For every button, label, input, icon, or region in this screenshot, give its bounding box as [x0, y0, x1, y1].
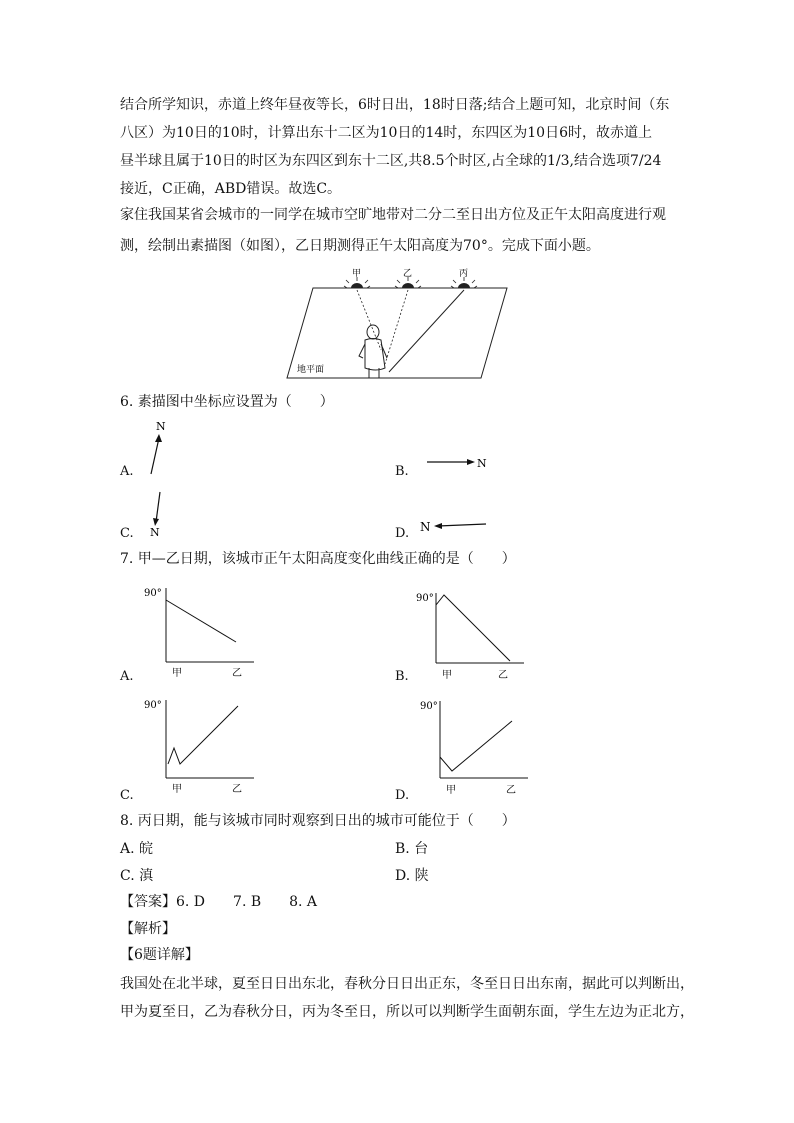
observer-figure-icon	[359, 325, 387, 378]
question-8-stem: 8. 丙日期，能与该城市同时观察到日出的城市可能位于（ ）	[120, 813, 516, 829]
explanation-line: 结合所学知识，赤道上终年昼夜等长，6时日出，18时日落;结合上题可知，北京时间（东	[120, 97, 670, 113]
north-label: N	[420, 520, 431, 534]
graph-option-a	[140, 580, 260, 680]
option-c-north-arrow	[144, 488, 174, 540]
option-d-north-arrow	[420, 515, 490, 537]
x-label-yi: 乙	[232, 784, 242, 795]
y-axis-label: 90°	[144, 588, 162, 599]
graph-option-b	[414, 585, 534, 685]
detail-heading: 【6题详解】	[120, 947, 199, 963]
question-6-stem: 6. 素描图中坐标应设置为（ ）	[120, 394, 334, 410]
y-axis-label: 90°	[416, 593, 434, 604]
north-label: N	[477, 457, 487, 470]
graph-option-d	[414, 693, 534, 797]
intro-line: 测，绘制出素描图（如图），乙日期测得正午太阳高度为70°。完成下面小题。	[120, 238, 600, 254]
y-axis-label: 90°	[144, 700, 162, 711]
sun-label-yi: 乙	[403, 269, 413, 279]
y-axis-label: 90°	[420, 701, 438, 712]
analysis-heading: 【解析】	[120, 921, 176, 937]
option-b-label: B. 台	[395, 841, 429, 857]
option-b-label: B.	[395, 669, 409, 684]
ground-plane-label: 地平面	[297, 365, 325, 375]
option-d-label: D. 陕	[395, 868, 429, 884]
option-c-label: C.	[120, 788, 134, 803]
north-label: N	[150, 526, 160, 539]
x-label-yi: 乙	[498, 670, 508, 681]
explanation-line: 接近，C正确，ABD错误。故选C。	[120, 181, 342, 197]
sun-label-bing: 丙	[459, 269, 469, 279]
option-b-north-arrow	[425, 452, 495, 472]
option-d-label: D.	[395, 788, 410, 803]
option-c-label: C. 滇	[120, 868, 154, 884]
option-a-label: A. 皖	[120, 841, 154, 857]
option-b-label: B.	[395, 464, 409, 479]
option-a-label: A.	[120, 669, 134, 684]
x-label-jia: 甲	[172, 668, 182, 679]
north-label: N	[156, 420, 166, 433]
question-7-stem: 7. 甲—乙日期，该城市正午太阳高度变化曲线正确的是（ ）	[120, 551, 516, 567]
x-label-jia: 甲	[446, 785, 456, 796]
x-label-yi: 乙	[232, 668, 242, 679]
option-a-north-arrow	[145, 418, 175, 478]
option-d-label: D.	[395, 526, 410, 541]
explanation-line: 我国处在北半球，夏至日日出东北，春秋分日日出正东，冬至日日出东南，据此可以判断出，	[120, 976, 694, 992]
x-label-jia: 甲	[172, 784, 182, 795]
x-label-yi: 乙	[506, 785, 516, 796]
option-a-label: A.	[120, 464, 134, 479]
graph-option-c	[140, 692, 260, 796]
explanation-line: 八区）为10日的10时，计算出东十二区为10日的14时，东四区为10日6时，故赤道上	[120, 125, 652, 141]
explanation-line: 昼半球且属于10日的时区为东四区到东十二区,共8.5个时区,占全球的1/3,结合选项7/24	[120, 153, 662, 169]
option-c-label: C.	[120, 526, 134, 541]
answer-line: 【答案】6. D 7. B 8. A	[120, 894, 318, 910]
x-label-jia: 甲	[442, 670, 452, 681]
intro-line: 家住我国某省会城市的一同学在城市空旷地带对二分二至日出方位及正午太阳高度进行观	[120, 207, 666, 223]
explanation-line: 甲为夏至日，乙为春秋分日，丙为冬至日，所以可以判断学生面朝东面，学生左边为正北方，	[120, 1004, 694, 1020]
sunrise-sketch-figure	[285, 264, 515, 384]
sun-label-jia: 甲	[352, 269, 362, 279]
